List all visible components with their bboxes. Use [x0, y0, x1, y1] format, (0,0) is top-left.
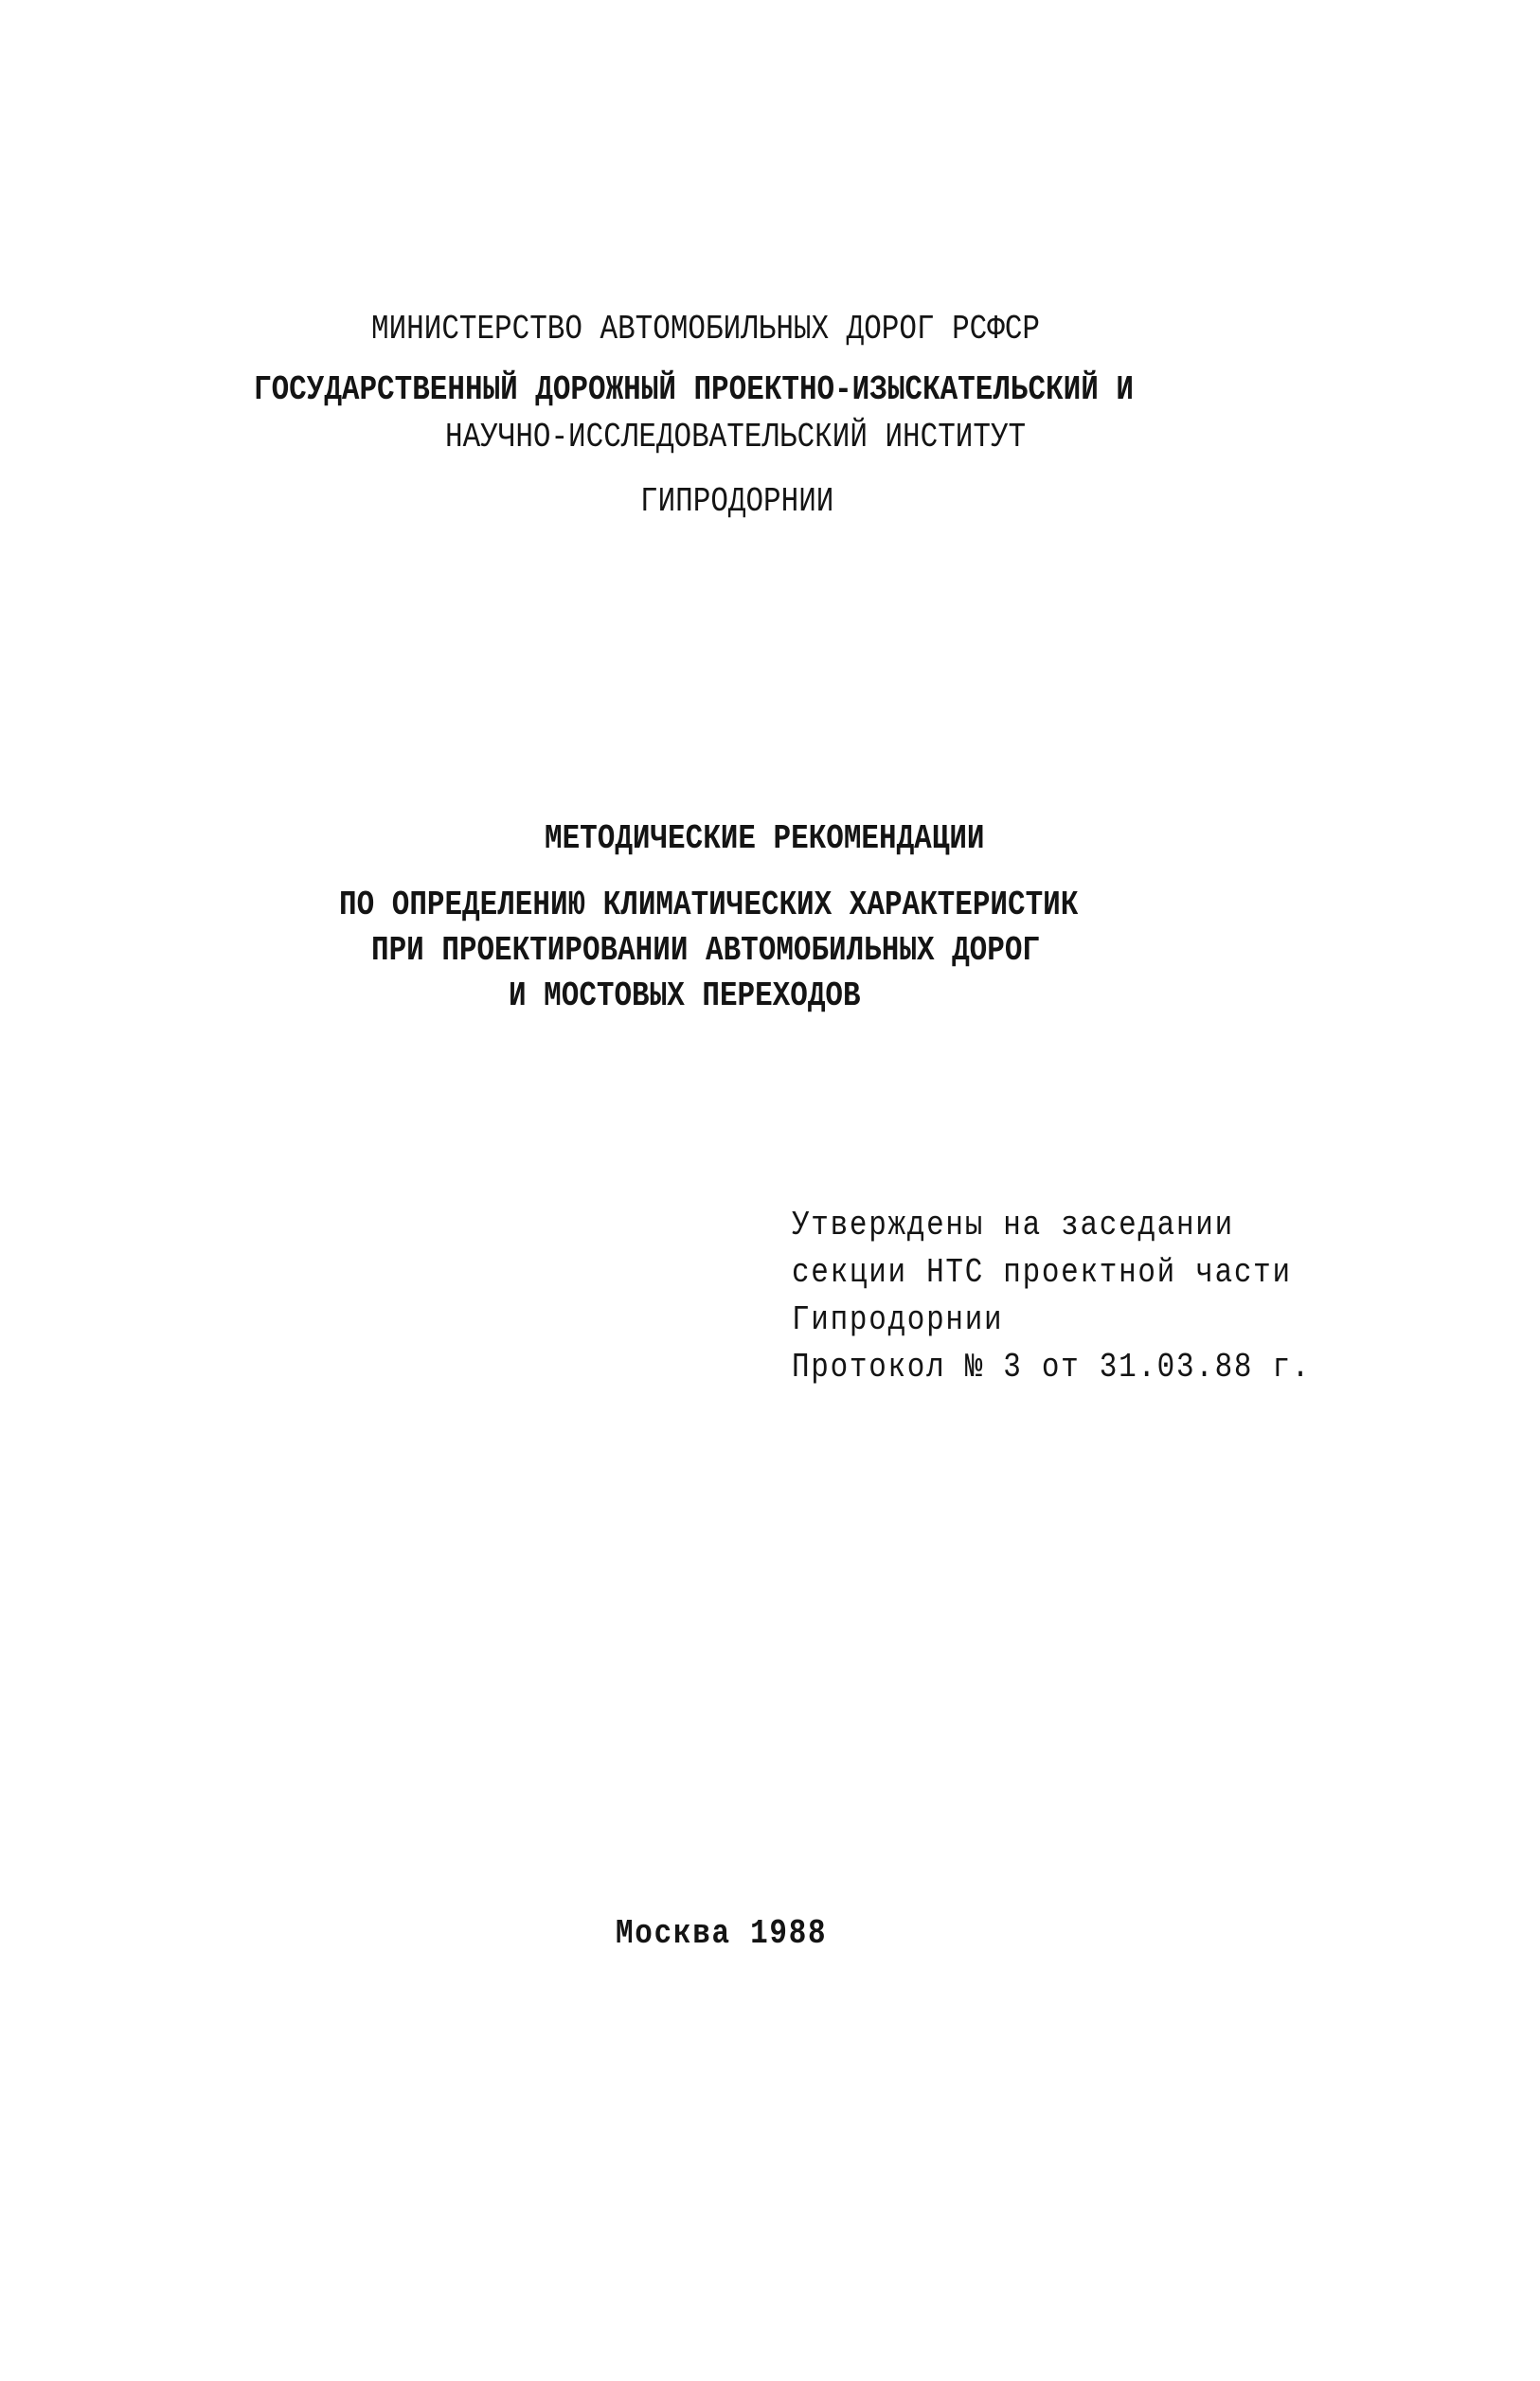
- institute-abbreviation: ГИПРОДОРНИИ: [640, 482, 834, 521]
- document-title-line-1: МЕТОДИЧЕСКИЕ РЕКОМЕНДАЦИИ: [545, 819, 985, 858]
- approval-line-3: Гипродорнии: [792, 1300, 1004, 1339]
- document-title-line-2: ПО ОПРЕДЕЛЕНИЮ КЛИМАТИЧЕСКИХ ХАРАКТЕРИСТИК: [339, 886, 1079, 924]
- approval-protocol-line: Протокол № 3 от 31.03.88 г.: [792, 1348, 1312, 1387]
- institute-name-line-2: НАУЧНО-ИССЛЕДОВАТЕЛЬСКИЙ ИНСТИТУТ: [445, 418, 1027, 457]
- document-title-line-4: И МОСТОВЫХ ПЕРЕХОДОВ: [509, 976, 861, 1015]
- document-title-line-3: ПРИ ПРОЕКТИРОВАНИИ АВТОМОБИЛЬНЫХ ДОРОГ: [371, 931, 1041, 970]
- institute-name-line-1: ГОСУДАРСТВЕННЫЙ ДОРОЖНЫЙ ПРОЕКТНО-ИЗЫСКАТЕЛЬСКИЙ И: [254, 370, 1134, 409]
- approval-line-2: секции НТС проектной части: [792, 1253, 1292, 1292]
- ministry-name: МИНИСТЕРСТВО АВТОМОБИЛЬНЫХ ДОРОГ РСФСР: [371, 310, 1041, 349]
- approval-line-1: Утверждены на заседании: [792, 1206, 1234, 1244]
- place-and-year: Москва 1988: [616, 1914, 828, 1953]
